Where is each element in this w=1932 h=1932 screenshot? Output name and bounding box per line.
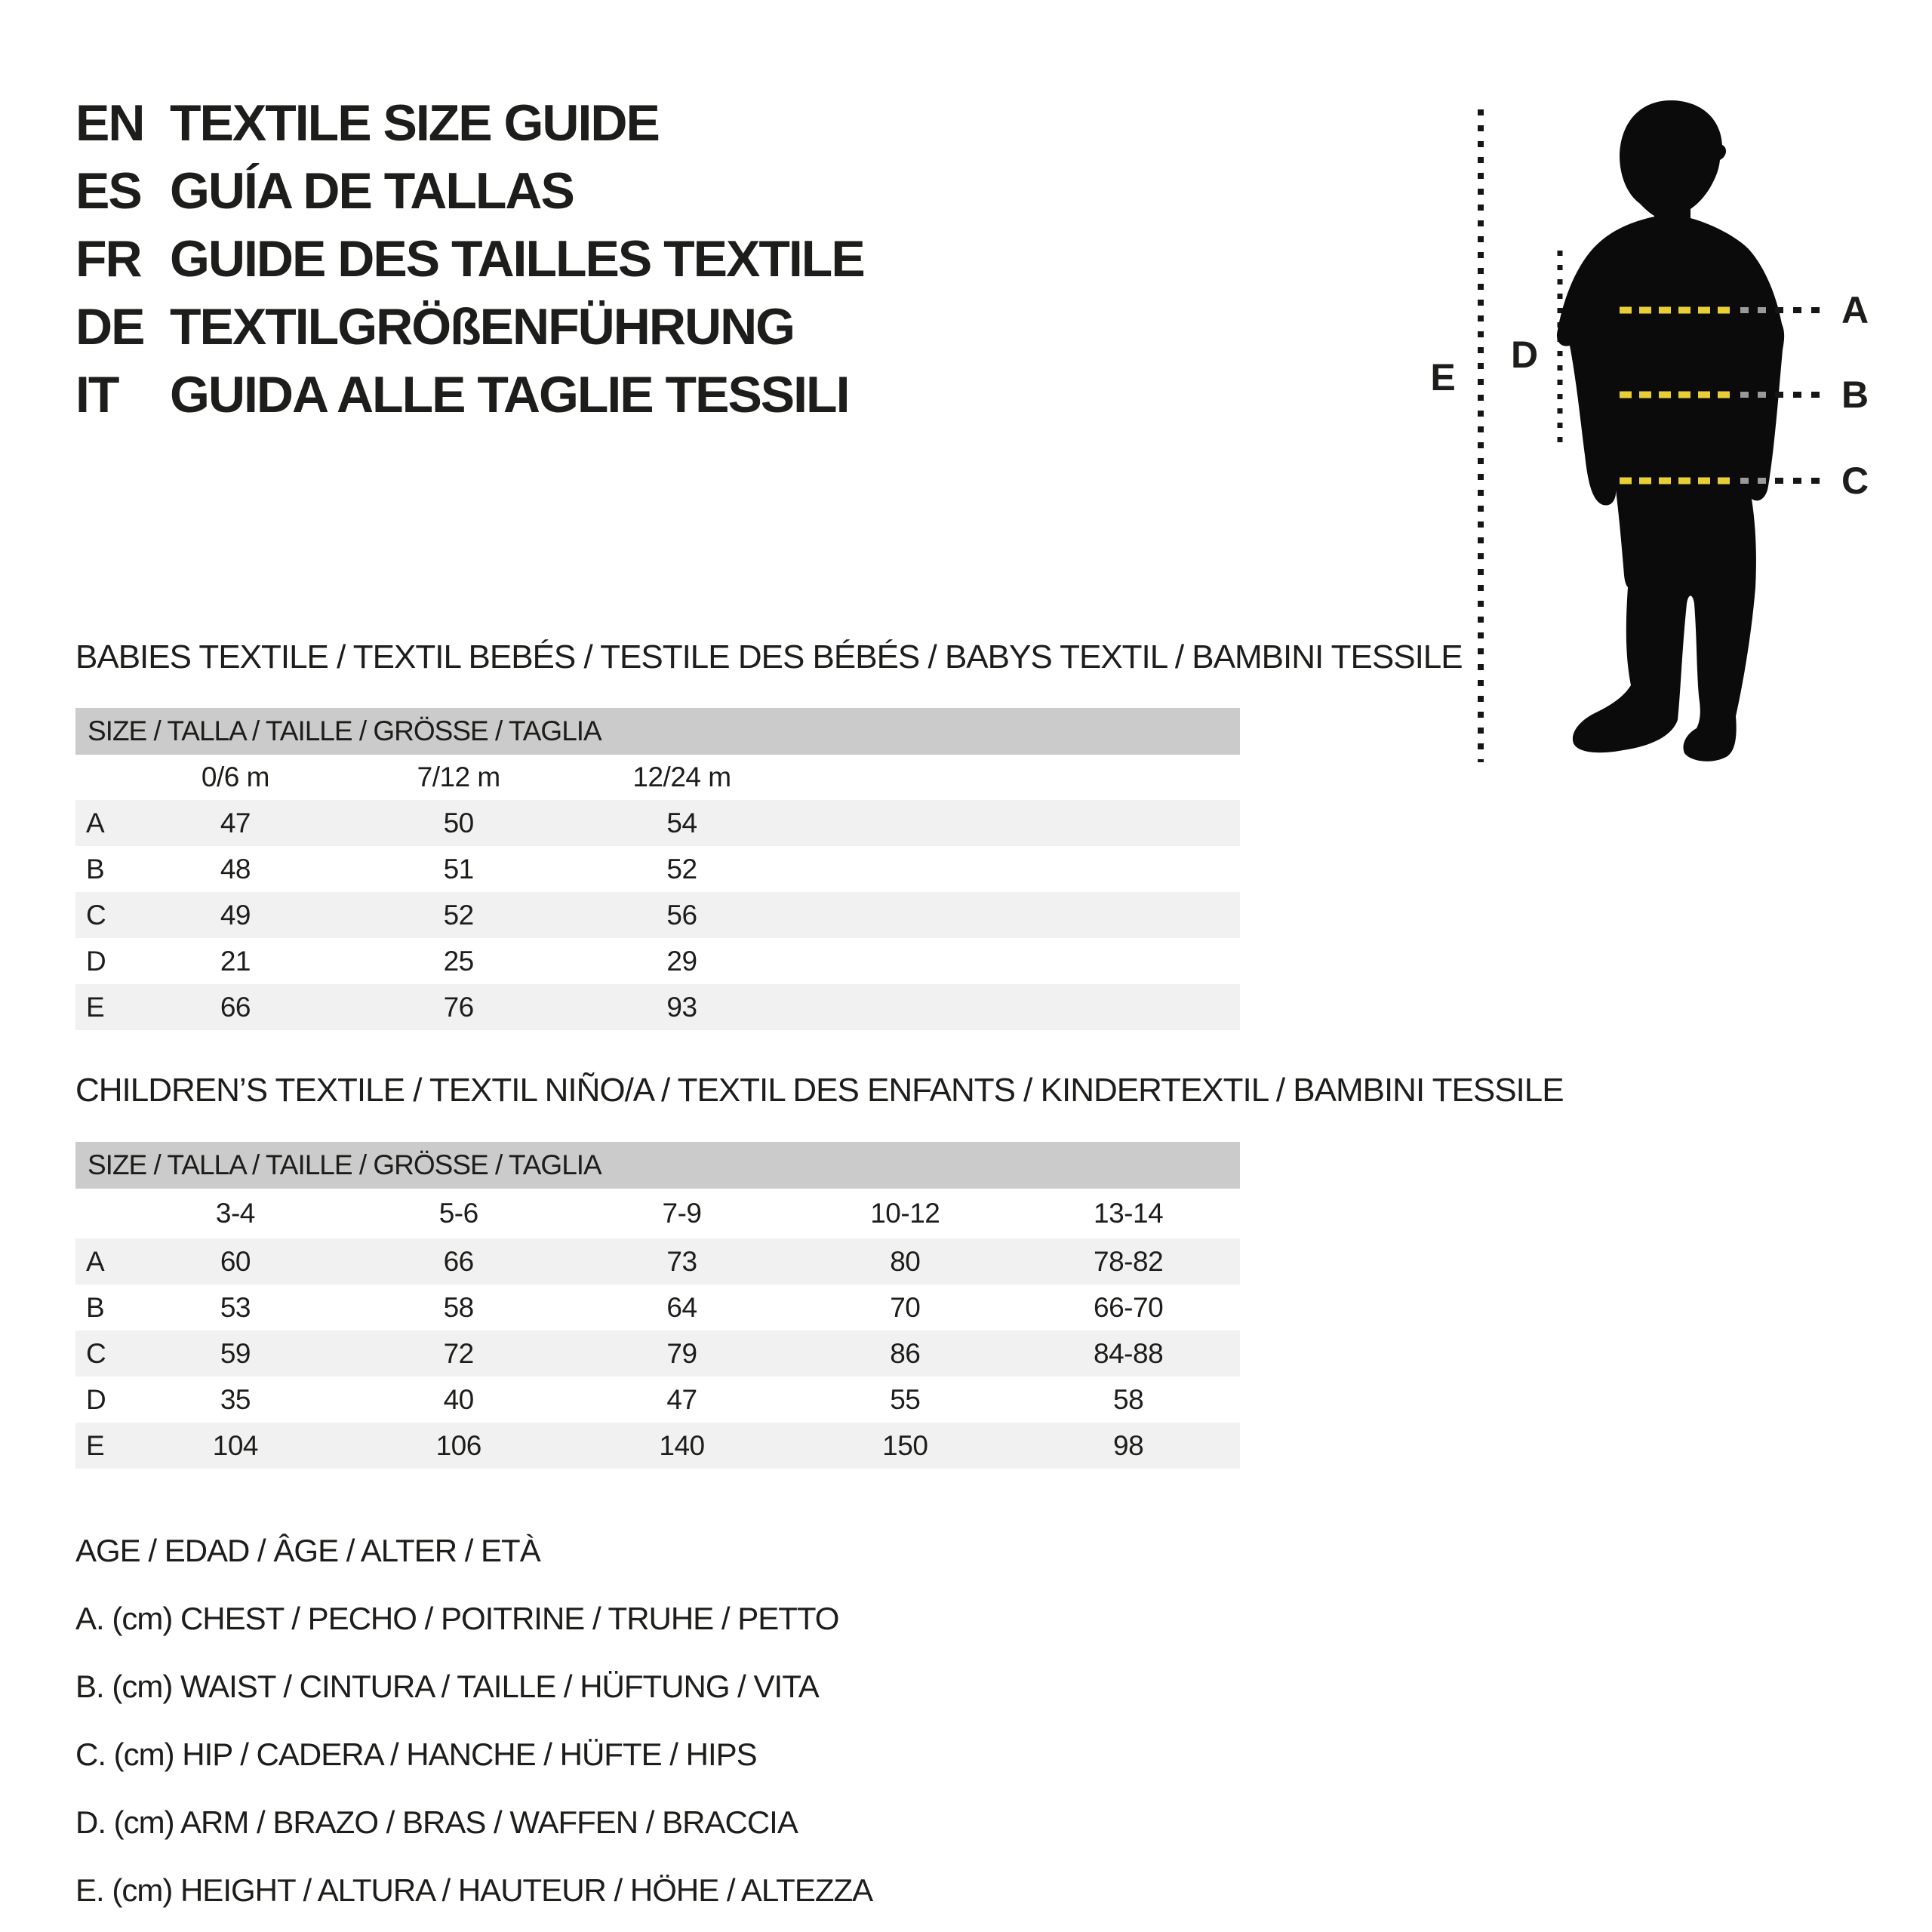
babies-size-header-bar (75, 708, 1240, 755)
cell: 52 (666, 853, 697, 884)
language-code: FR (75, 230, 141, 288)
cell: 55 (890, 1383, 921, 1415)
children-column-header-row (75, 1189, 1240, 1238)
row-label: E (86, 991, 105, 1023)
babies-row-e (75, 984, 1240, 1030)
language-code: EN (75, 94, 144, 152)
cell: 48 (220, 853, 251, 884)
cell: 66 (220, 991, 251, 1023)
heading-row-de (75, 293, 864, 361)
cell: 79 (666, 1337, 697, 1369)
legend-line-waist: B. (cm) WAIST / CINTURA / TAILLE / HÜFTUNG / VITA (75, 1669, 819, 1704)
children-row-b (75, 1284, 1240, 1331)
babies-row-c (75, 892, 1240, 938)
language-code: DE (75, 298, 144, 355)
cell: 21 (220, 945, 251, 977)
children-col-header: 3-4 (215, 1198, 255, 1229)
children-col-header: 13-14 (1094, 1198, 1164, 1229)
guide-title-es: GUÍA DE TALLAS (170, 162, 574, 220)
cell: 29 (666, 945, 697, 977)
children-size-header-bar (75, 1142, 1240, 1189)
cell: 47 (220, 807, 251, 838)
cell: 86 (890, 1337, 921, 1369)
row-label: E (86, 1429, 105, 1461)
guide-title-de: TEXTILGRÖßENFÜHRUNG (170, 298, 795, 355)
measure-label-c: C (1841, 460, 1869, 502)
heading-row-en (75, 89, 864, 157)
row-label: D (86, 1383, 106, 1415)
row-label: A (86, 1245, 105, 1277)
measure-label-a: A (1841, 289, 1869, 331)
cell: 25 (443, 945, 474, 977)
cell: 51 (443, 853, 474, 884)
children-col-header: 5-6 (438, 1198, 478, 1229)
cell: 80 (890, 1245, 921, 1277)
cell: 56 (666, 899, 697, 931)
cell: 58 (1113, 1383, 1144, 1415)
measure-label-b: B (1841, 374, 1869, 416)
cell: 73 (666, 1245, 697, 1277)
guide-title-it: GUIDA ALLE TAGLIE TESSILI (170, 366, 849, 423)
babies-col-header: 12/24 m (632, 761, 731, 792)
babies-row-b (75, 846, 1240, 892)
cell: 58 (443, 1291, 474, 1323)
cell: 140 (659, 1429, 705, 1461)
cell: 72 (443, 1337, 474, 1369)
cell: 70 (890, 1291, 921, 1323)
row-label: B (86, 1291, 105, 1323)
children-col-header: 7-9 (662, 1198, 702, 1229)
children-row-e (75, 1423, 1240, 1469)
heading-row-it (75, 361, 864, 429)
cell: 66 (443, 1245, 474, 1277)
language-code: IT (75, 366, 118, 423)
cell: 40 (443, 1383, 474, 1415)
cell: 76 (443, 991, 474, 1023)
language-heading-list (75, 89, 864, 429)
measurement-diagram (1396, 75, 1932, 800)
children-section-title: CHILDREN’S TEXTILE / TEXTIL NIÑO/A / TEXTIL DES ENFANTS / KINDERTEXTIL / BAMBINI TESSILE (75, 1072, 1564, 1109)
cell: 53 (220, 1291, 251, 1323)
cell: 104 (212, 1429, 259, 1461)
measure-label-d: D (1510, 334, 1539, 376)
heading-row-es (75, 157, 864, 225)
cell: 98 (1113, 1429, 1144, 1461)
legend-line-height: E. (cm) HEIGHT / ALTURA / HAUTEUR / HÖHE / ALTEZZA (75, 1872, 873, 1908)
cell: 50 (443, 807, 474, 838)
babies-size-header-label: SIZE / TALLA / TAILLE / GRÖSSE / TAGLIA (88, 715, 601, 746)
children-size-header-label: SIZE / TALLA / TAILLE / GRÖSSE / TAGLIA (88, 1149, 601, 1180)
child-silhouette-figure (1557, 100, 1784, 761)
cell: 54 (666, 807, 697, 838)
measurement-legend (75, 1517, 872, 1924)
heading-row-fr (75, 225, 864, 293)
babies-col-header: 7/12 m (417, 761, 500, 792)
cell: 60 (220, 1245, 251, 1277)
legend-line-hip: C. (cm) HIP / CADERA / HANCHE / HÜFTE / HIPS (75, 1737, 757, 1772)
cell: 93 (666, 991, 697, 1023)
babies-row-a (75, 800, 1240, 846)
children-row-d (75, 1377, 1240, 1423)
cell: 150 (882, 1429, 928, 1461)
cell: 64 (666, 1291, 697, 1323)
language-code: ES (75, 162, 141, 220)
guide-title-en: TEXTILE SIZE GUIDE (170, 94, 659, 152)
measure-label-e: E (1430, 356, 1456, 398)
cell: 84-88 (1094, 1337, 1164, 1369)
cell: 78-82 (1094, 1245, 1164, 1277)
children-row-a (75, 1238, 1240, 1284)
legend-line-arm: D. (cm) ARM / BRAZO / BRAS / WAFFEN / BRACCIA (75, 1804, 798, 1840)
cell: 49 (220, 899, 251, 931)
cell: 66-70 (1094, 1291, 1164, 1323)
cell: 47 (666, 1383, 697, 1415)
children-row-c (75, 1331, 1240, 1377)
children-col-header: 10-12 (870, 1198, 940, 1229)
cell: 59 (220, 1337, 251, 1369)
row-label: A (86, 807, 105, 838)
row-label: D (86, 945, 106, 977)
row-label: C (86, 1337, 106, 1369)
row-label: B (86, 853, 105, 884)
babies-col-header: 0/6 m (201, 761, 269, 792)
babies-column-header-row (75, 755, 1240, 800)
guide-title-fr: GUIDE DES TAILLES TEXTILE (170, 230, 864, 288)
legend-line-chest: A. (cm) CHEST / PECHO / POITRINE / TRUHE / PETTO (75, 1601, 839, 1636)
cell: 35 (220, 1383, 251, 1415)
babies-row-d (75, 938, 1240, 984)
row-label: C (86, 899, 106, 931)
cell: 106 (435, 1429, 481, 1461)
legend-line-age: AGE / EDAD / ÂGE / ALTER / ETÀ (75, 1533, 540, 1568)
cell: 52 (443, 899, 474, 931)
babies-section-title: BABIES TEXTILE / TEXTIL BEBÉS / TESTILE DES BÉBÉS / BABYS TEXTIL / BAMBINI TESSILE (75, 638, 1463, 675)
